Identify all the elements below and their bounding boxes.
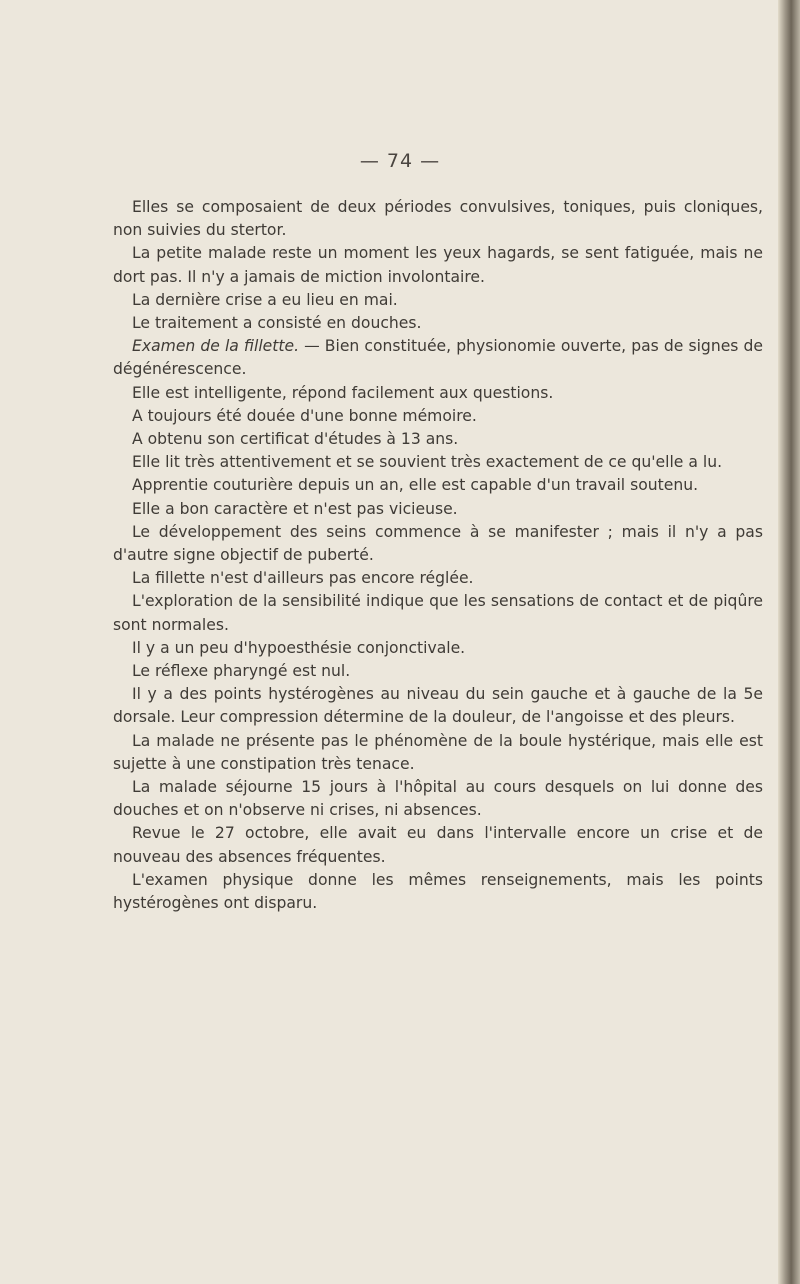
paragraph: Il y a des points hystérogènes au niveau du sein gauche et à gauche de la 5e dorsale. Leur compression détermine de la douleur, de l'angoisse et des pleurs. <box>113 685 763 727</box>
paragraph: Revue le 27 octobre, elle avait eu dans l'intervalle encore un crise et de nouveau des absences fréquentes. <box>113 824 763 866</box>
paragraph: Elles se composaient de deux périodes convulsives, toniques, puis cloniques, non suivies du stertor. <box>113 198 763 240</box>
paragraph: La petite malade reste un moment les yeux hagards, se sent fatiguée, mais ne dort pas. Il n'y a jamais de miction involontaire. <box>113 244 763 286</box>
paragraph: L'examen physique donne les mêmes renseignements, mais les points hystérogènes ont disparu. <box>113 870 763 913</box>
examen-paragraph <box>113 335 763 381</box>
paragraph: A obtenu son certificat d'études à 13 ans. <box>132 430 459 449</box>
paragraph: Le développement des seins commence à se manifester ; mais il n'y a pas d'autre signe objectif de puberté. <box>113 522 763 565</box>
body-text <box>113 196 763 915</box>
paragraph: La malade ne présente pas le phénomène de la boule hystérique, mais elle est sujette à une constipation très tenace. <box>113 731 763 773</box>
paragraph: Elle a bon caractère et n'est pas vicieuse. <box>132 499 458 518</box>
paragraph: L'exploration de la sensibilité indique que les sensations de contact et de piqûre sont normales. <box>113 592 763 634</box>
paragraph: Elle est intelligente, répond facilement aux questions. <box>132 383 554 402</box>
paragraph: A toujours été douée d'une bonne mémoire. <box>132 406 477 425</box>
paragraph: La dernière crise a eu lieu en mai. <box>132 290 398 309</box>
paragraph: Apprentie couturière depuis un an, elle est capable d'un travail soutenu. <box>132 476 699 495</box>
paragraph: La malade séjourne 15 jours à l'hôpital au cours desquels on lui donne des douches et on n'observe ni crises, ni absences. <box>113 778 763 820</box>
page-binding-edge <box>778 0 800 1284</box>
paragraph: La fillette n'est d'ailleurs pas encore réglée. <box>132 569 474 588</box>
paragraph: Le réflexe pharyngé est nul. <box>132 662 351 681</box>
paragraph: Il y a un peu d'hypoesthésie conjonctivale. <box>132 638 466 657</box>
paragraph: Le traitement a consisté en douches. <box>132 314 422 333</box>
paragraph: Elle lit très attentivement et se souvient très exactement de ce qu'elle a lu. <box>132 453 723 472</box>
page-number: — 74 — <box>359 150 441 172</box>
examen-title: Examen de la fillette. <box>132 337 300 356</box>
examen-text: — Bien constituée, physionomie ouverte, pas de signes de dégénérescence. <box>113 337 763 379</box>
